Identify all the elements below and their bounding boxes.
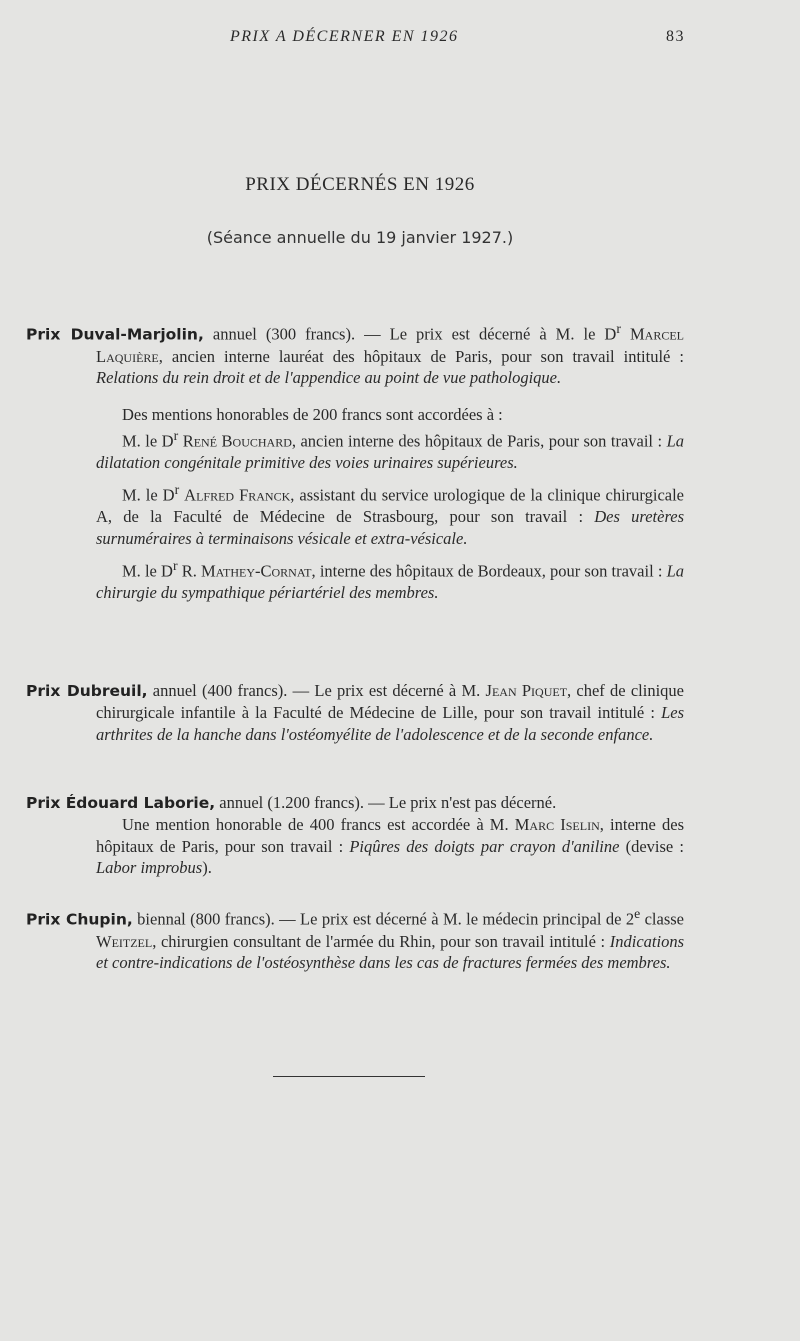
prize-name: Prix Dubreuil, bbox=[26, 682, 148, 700]
mention-item: M. le $D^r$ R. Mathey-Cornat, interne des hôpitaux de Bordeaux, pour son travail : La chirurgie du sympathique périartériel des membres. bbox=[96, 558, 684, 603]
mention-item: M. le $D^r$ René Bouchard, ancien interne des hôpitaux de Paris, pour son travail : La dilatation congénitale primitive des voies urinaires supérieures. bbox=[96, 428, 685, 473]
mention-item: M. le $D^r$ Alfred Franck, assistant du service urologique de la clinique chirurgicale A, de la Faculté de Médecine de Strasbourg, pour son travail : Des uretères surnuméraires à terminaisons vésicale et extra-vésicale. bbox=[96, 482, 684, 548]
laureate-name: Weitzel bbox=[96, 931, 153, 951]
session-date: (Séance annuelle du 19 janvier 1927.) bbox=[206, 228, 514, 247]
work-title: La dilatation congénitale primitive des voies urinaires supérieures. bbox=[96, 431, 685, 473]
work-title: Piqûres des doigts par crayon d'aniline bbox=[349, 836, 620, 856]
laureate-name: Marc Iselin bbox=[514, 815, 600, 835]
section-heading: PRIX DÉCERNÉS EN 1926 bbox=[245, 174, 475, 195]
work-title: La chirurgie du sympathique périartériel des membres. bbox=[96, 561, 684, 603]
prize-paragraph: Prix Duval-Marjolin, annuel (300 francs). — Le prix est décerné à M. le $D^r$ Marcel Laquière, ancien interne lauréat des hôpitaux de Paris, pour son travail intitulé : Relations du rein droit et de l'appendice au point de vue pathologique. bbox=[26, 321, 684, 388]
closing-rule bbox=[273, 1076, 425, 1077]
mentions-intro: Des mentions honorables de 200 francs sont accordées à : bbox=[122, 404, 503, 424]
laureate-name: Marcel Laquière bbox=[96, 324, 684, 366]
prize-paragraph: Prix Édouard Laborie, annuel (1.200 francs). — Le prix n'est pas décerné. bbox=[26, 793, 557, 812]
laureate-name: René Bouchard bbox=[182, 431, 292, 451]
work-title: Relations du rein droit et de l'appendice au point de vue pathologique. bbox=[96, 368, 562, 388]
prize-paragraph: Prix Chupin, biennal (800 francs). — Le prix est décerné à M. le médecin principal de 2e classe Weitzel, chirurgien consultant de l'armée du Rhin, pour son travail intitulé : Indications et contre-indications de l'ostéosynthèse dans les cas de fractures fermées des membres. bbox=[26, 906, 684, 973]
work-title: Indications et contre-indications de l'ostéosynthèse dans les cas de fractures fermées des membres. bbox=[96, 931, 684, 973]
laureate-name: Alfred Franck bbox=[184, 485, 291, 505]
page-number: 83 bbox=[666, 28, 685, 45]
prize-dubreuil bbox=[26, 680, 684, 745]
prize-duval-marjolin bbox=[26, 318, 684, 603]
mention-item: Une mention honorable de 400 francs est accordée à M. Marc Iselin, interne des hôpitaux de Paris, pour son travail : Piqûres des doigts par crayon d'aniline (devise : Labor improbus). bbox=[96, 815, 685, 878]
prize-name: Prix Chupin, bbox=[26, 910, 133, 929]
running-head-title: PRIX A DÉCERNER EN 1926 bbox=[230, 28, 459, 45]
work-title: Les arthrites de la hanche dans l'ostéomyélite de l'adolescence et de la seconde enfance. bbox=[96, 703, 684, 744]
work-title: Des uretères surnuméraires à terminaisons vésicale et extra-vésicale. bbox=[96, 507, 684, 548]
laureate-name: Jean Piquet bbox=[485, 681, 568, 700]
prize-chupin bbox=[26, 903, 684, 974]
running-head bbox=[230, 28, 685, 46]
prize-paragraph: Prix Dubreuil, annuel (400 francs). — Le prix est décerné à M. Jean Piquet, chef de clinique chirurgicale infantile à la Faculté de Médecine de Lille, pour son travail intitulé : Les arthrites de la hanche dans l'ostéomyélite de l'adolescence et de la seconde enfance. bbox=[26, 681, 685, 744]
laureate-name: Mathey-Cornat bbox=[201, 561, 312, 581]
prize-name: Prix Duval-Marjolin, bbox=[26, 325, 204, 344]
prize-name: Prix Édouard Laborie, bbox=[26, 794, 216, 812]
motto: Labor improbus bbox=[96, 858, 203, 878]
prize-edouard-laborie bbox=[26, 792, 684, 879]
